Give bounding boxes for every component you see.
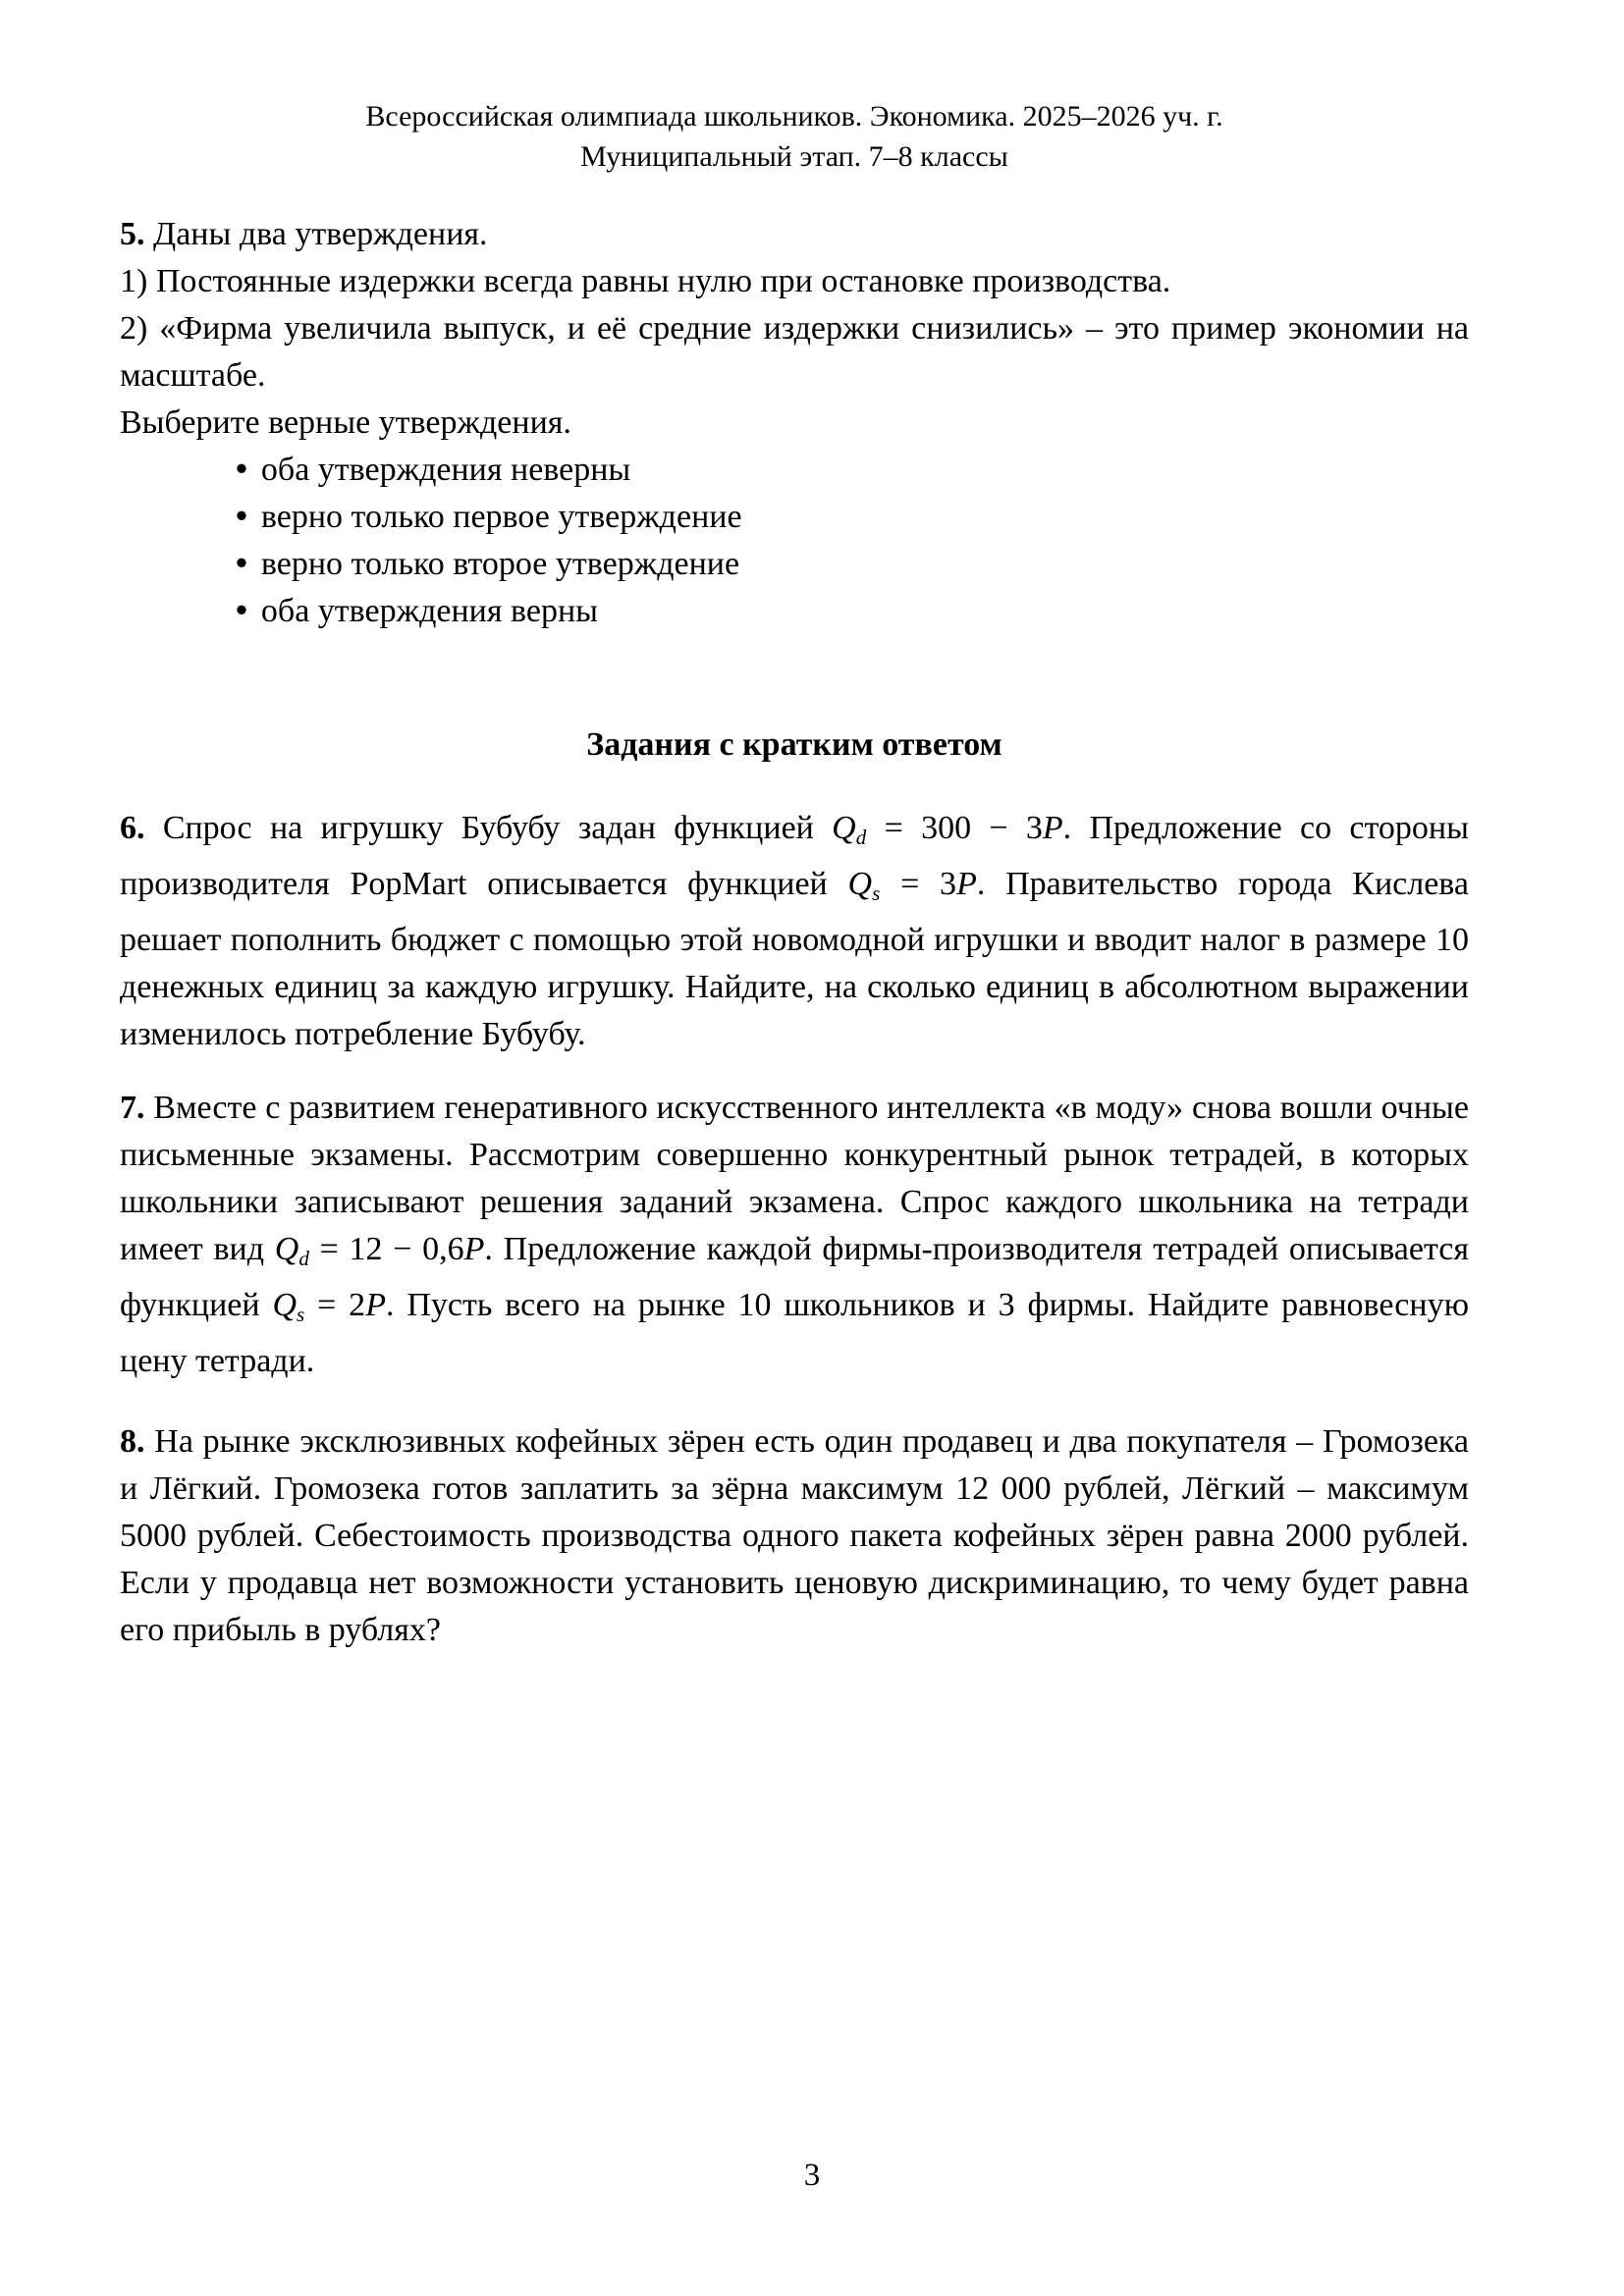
question-5-number: 5.	[120, 216, 145, 252]
answer-option-2-label: верно только первое утверждение	[260, 499, 742, 535]
answer-option-3-label: верно только второе утверждение	[260, 546, 740, 582]
bullet-icon: •	[235, 449, 248, 491]
question-7	[120, 1085, 1469, 1385]
bullet-icon: •	[235, 590, 248, 632]
section-heading: Задания с кратким ответом	[586, 726, 1002, 763]
question-8-number: 8.	[120, 1422, 145, 1460]
answer-option-1	[120, 447, 1469, 494]
answer-options-list	[120, 447, 1469, 635]
bullet-icon: •	[235, 496, 248, 538]
answer-option-4-label: оба утверждения верны	[260, 593, 598, 629]
answer-option-4	[120, 588, 1469, 635]
document-header	[120, 96, 1469, 177]
header-title: Всероссийская олимпиада школьников. Экономика. 2025–2026 уч. г.	[365, 100, 1223, 133]
question-6-text	[120, 805, 1469, 1058]
question-5-statement-2: 2) «Фирма увеличила выпуск, и её средние издержки снизились» – это пример экономии на масштабе.	[120, 310, 1469, 394]
answer-option-2	[120, 494, 1469, 541]
page-number: 3	[803, 2158, 821, 2193]
answer-option-1-label: оба утверждения неверны	[260, 452, 631, 488]
question-6-number: 6.	[120, 810, 145, 846]
question-5-intro-text: Даны два утверждения.	[144, 216, 488, 252]
question-5-prompt: Выберите верные утверждения.	[120, 404, 571, 441]
question-7-body: Вместе с развитием генеративного искусственного интеллекта «в моду» снова вошли очные письменные экзамены. Рассмотрим совершенно конкурентный рынок тетрадей, в которых школьники записывают решения заданий экзамена. Спрос каждого школьника на тетради имеет вид Qd = 12 − 0,6P. Предложение каждой фирмы-производителя тетрадей описывается функцией Qs = 2P. Пусть всего на рынке 10 школьников и 3 фирмы. Найдите равновесную цену тетради.	[120, 1089, 1469, 1379]
question-5-intro	[120, 211, 1469, 258]
question-8-body: На рынке эксклюзивных кофейных зёрен есть один продавец и два покупателя – Громозека и Лёгкий. Громозека готов заплатить за зёрна максимум 12 000 рублей, Лёгкий – максимум 5000 рублей. Себестоимость производства одного пакета кофейных зёрен равна 2000 рублей. Если у продавца нет возможности установить ценовую дискриминацию, то чему будет равна его прибыль в рублях?	[120, 1422, 1469, 1648]
question-8-text	[120, 1418, 1469, 1654]
question-5-statement-1: 1) Постоянные издержки всегда равны нулю при остановке производства.	[120, 263, 1171, 299]
question-8	[120, 1418, 1469, 1654]
question-7-text	[120, 1085, 1469, 1385]
question-6	[120, 805, 1469, 1058]
question-6-body: Спрос на игрушку Бубубу задан функцией Qd = 300 − 3P. Предложение со стороны производителя PopMart описывается функцией Qs = 3P. Правительство города Кислева решает пополнить бюджет с помощью этой новомодной игрушки и вводит налог в размере 10 денежных единиц за каждую игрушку. Найдите, на сколько единиц в абсолютном выражении изменилось потребление Бубубу.	[120, 810, 1470, 1052]
question-5	[120, 211, 1469, 635]
header-subtitle: Муниципальный этап. 7–8 классы	[580, 140, 1008, 173]
bullet-icon: •	[235, 543, 248, 585]
question-7-number: 7.	[120, 1089, 145, 1126]
answer-option-3	[120, 541, 1469, 588]
